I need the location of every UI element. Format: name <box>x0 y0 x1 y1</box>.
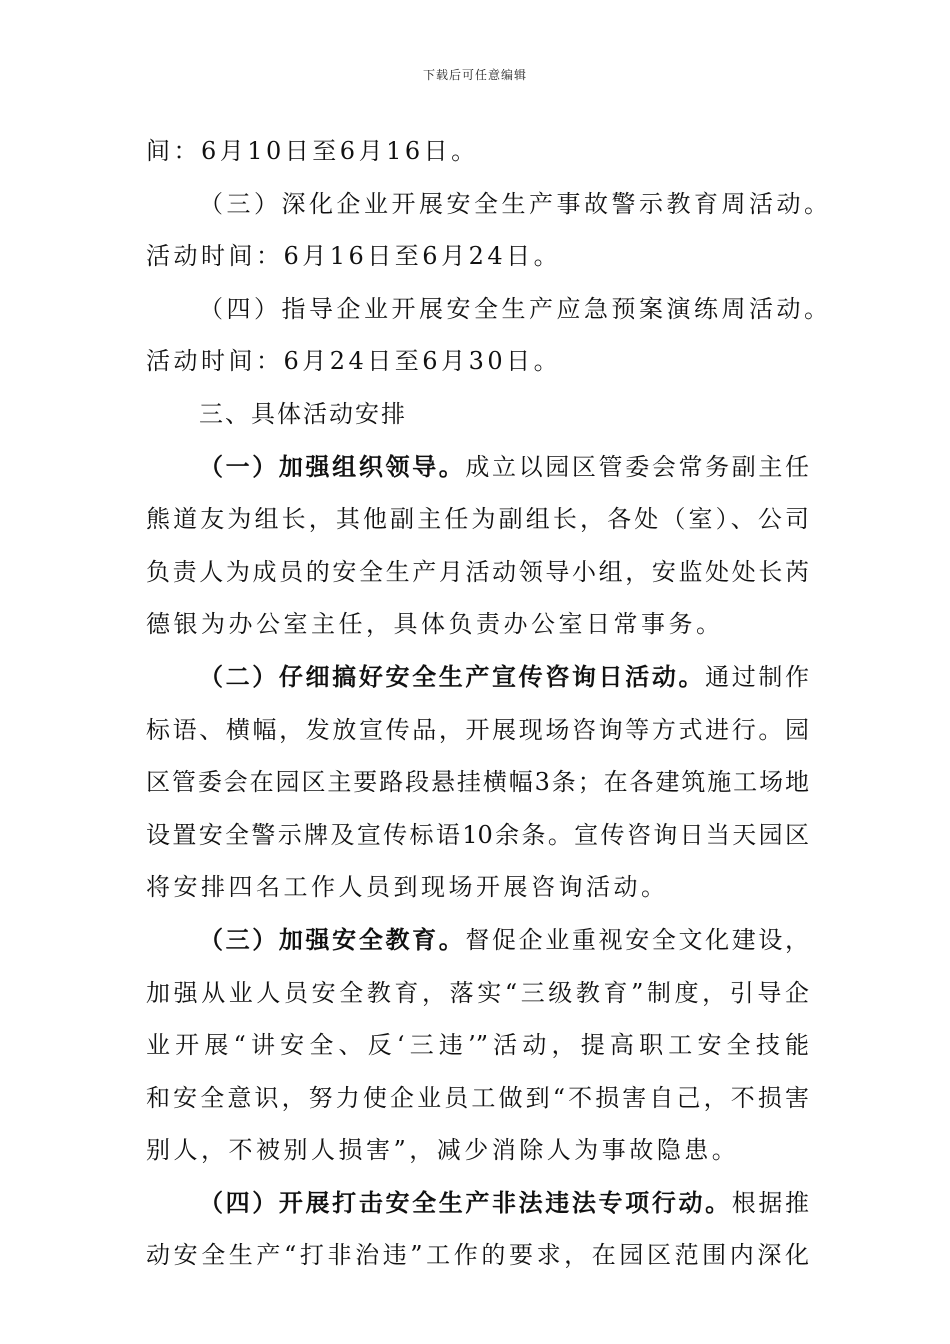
subsection-title: （三）加强安全教育。 <box>199 924 466 954</box>
paragraph-line: 区管委会在园区主要路段悬挂横幅3条；在各建筑施工场地 <box>146 768 809 797</box>
subsection-title: （一）加强组织领导。 <box>199 451 466 481</box>
paragraph-line: 加强从业人员安全教育，落实“三级教育”制度，引导企 <box>146 978 809 1007</box>
paragraph-line: 标语、横幅，发放宣传品，开展现场咨询等方式进行。园 <box>146 715 809 744</box>
paragraph-line: （三）深化企业开展安全生产事故警示教育周活动。 <box>199 189 832 218</box>
paragraph-line: 熊道友为组长，其他副主任为副组长，各处（室）、公司 <box>146 505 809 534</box>
subsection-title: （二）仔细搞好安全生产宣传咨询日活动。 <box>199 661 706 691</box>
paragraph-line: 设置安全警示牌及宣传标语10余条。宣传咨询日当天园区 <box>146 820 809 849</box>
document-body <box>146 125 832 1282</box>
page-header-note: 下载后可任意编辑 <box>422 68 527 82</box>
paragraph-line: 业开展“讲安全、反‘三违’”活动，提高职工安全技能 <box>146 1031 809 1060</box>
paragraph-line: 活动时间：6月24日至6月30日。 <box>146 347 562 376</box>
paragraph-line: 和安全意识，努力使企业员工做到“不损害自己，不损害 <box>146 1083 809 1112</box>
paragraph-line: 将安排四名工作人员到现场开展咨询活动。 <box>146 873 669 902</box>
subsection-title: （四）开展打击安全生产非法违法专项行动。 <box>199 1187 732 1217</box>
paragraph-line: 负责人为成员的安全生产月活动领导小组，安监处处长芮 <box>146 557 809 586</box>
paragraph-line: 活动时间：6月16日至6月24日。 <box>146 242 562 271</box>
paragraph-line: （二）仔细搞好安全生产宣传咨询日活动。通过制作 <box>199 661 810 691</box>
paragraph-line: （三）加强安全教育。督促企业重视安全文化建设， <box>199 924 810 954</box>
paragraph-line: （一）加强组织领导。成立以园区管委会常务副主任 <box>199 451 810 481</box>
paragraph-line: （四）指导企业开展安全生产应急预案演练周活动。 <box>199 294 832 323</box>
paragraph-line: 间：6月10日至6月16日。 <box>146 137 479 165</box>
paragraph-line: 德银为办公室主任，具体负责办公室日常事务。 <box>146 610 724 639</box>
section-heading: 三、具体活动安排 <box>199 399 407 428</box>
paragraph-line: （四）开展打击安全生产非法违法专项行动。根据推 <box>199 1187 810 1217</box>
paragraph-line: 动安全生产“打非治违”工作的要求，在园区范围内深化 <box>146 1241 809 1270</box>
paragraph-line: 别人，不被别人损害”，减少消除人为事故隐患。 <box>146 1136 740 1165</box>
